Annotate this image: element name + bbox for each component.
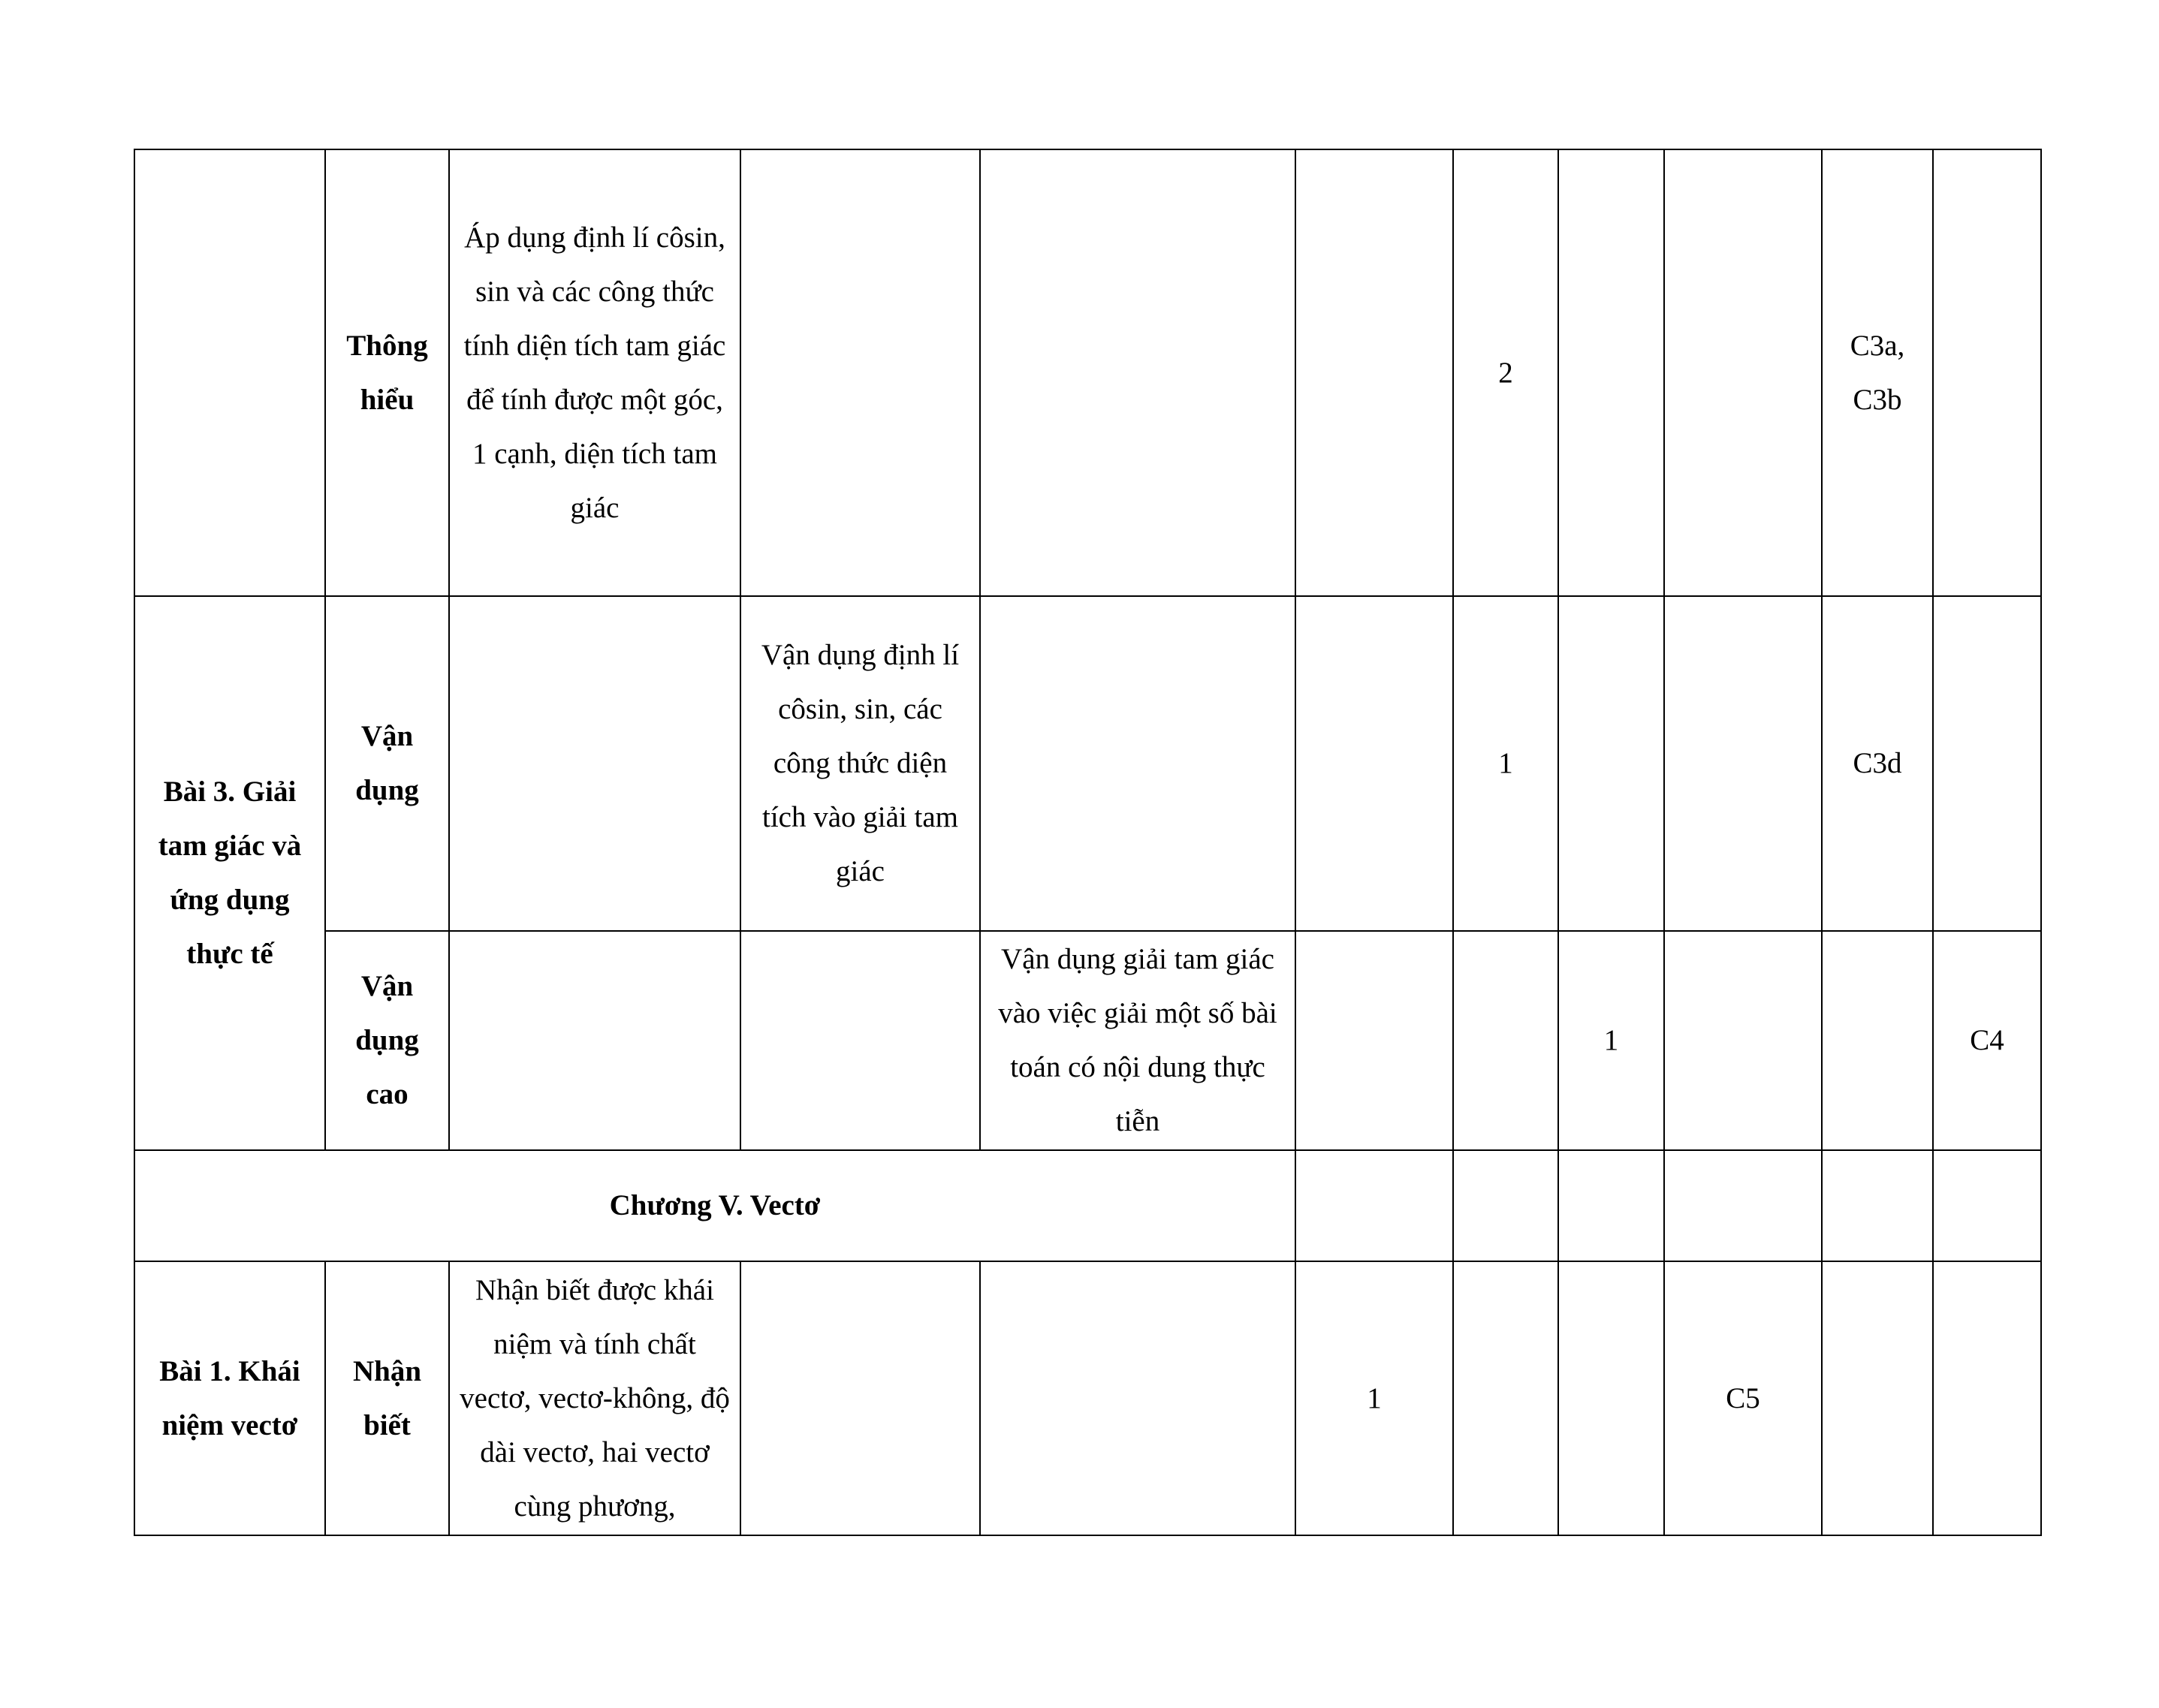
- questions-nhan-biet-cell: [1664, 1150, 1822, 1261]
- level-cell: Thông hiểu: [325, 149, 449, 596]
- count-thong-hieu-cell: [1453, 1261, 1558, 1535]
- thong-hieu-description-cell: [449, 596, 740, 931]
- van-dung-description-cell: [740, 931, 980, 1150]
- questions-van-dung-cell: [1933, 1261, 2041, 1535]
- table-row: [134, 931, 2041, 1150]
- van-dung-cao-description-cell: [980, 149, 1295, 596]
- questions-nhan-biet-cell: [1664, 596, 1822, 931]
- lesson-cell: Bài 3. Giải tam giác và ứng dụng thực tế: [134, 596, 325, 1150]
- questions-van-dung-cell: [1933, 596, 2041, 931]
- questions-van-dung-cell: [1933, 1150, 2041, 1261]
- count-van-dung-cell: 1: [1558, 931, 1664, 1150]
- lesson-cell: Bài 1. Khái niệm vectơ: [134, 1261, 325, 1535]
- questions-thong-hieu-cell: [1822, 1150, 1933, 1261]
- questions-thong-hieu-cell: C3a, C3b: [1822, 149, 1933, 596]
- questions-thong-hieu-cell: [1822, 931, 1933, 1150]
- count-van-dung-cell: [1558, 1150, 1664, 1261]
- table-row: [134, 1261, 2041, 1535]
- count-van-dung-cell: [1558, 149, 1664, 596]
- questions-nhan-biet-cell: [1664, 931, 1822, 1150]
- van-dung-description-cell: Vận dụng định lí côsin, sin, các công thức diện tích vào giải tam giác: [740, 596, 980, 931]
- count-thong-hieu-cell: [1453, 1150, 1558, 1261]
- questions-nhan-biet-cell: C5: [1664, 1261, 1822, 1535]
- count-nhan-biet-cell: [1295, 1150, 1453, 1261]
- van-dung-cao-description-cell: [980, 596, 1295, 931]
- van-dung-description-cell: [740, 149, 980, 596]
- count-thong-hieu-cell: 2: [1453, 149, 1558, 596]
- lesson-cell: [134, 149, 325, 596]
- table-row: [134, 1150, 2041, 1261]
- count-nhan-biet-cell: [1295, 149, 1453, 596]
- count-nhan-biet-cell: [1295, 596, 1453, 931]
- table-row: [134, 596, 2041, 931]
- level-cell: Vận dụng cao: [325, 931, 449, 1150]
- table-row: [134, 149, 2041, 596]
- count-van-dung-cell: [1558, 596, 1664, 931]
- thong-hieu-description-cell: Áp dụng định lí côsin, sin và các công thức tính diện tích tam giác để tính được một góc, 1 cạnh, diện tích tam giác: [449, 149, 740, 596]
- level-cell: Nhận biết: [325, 1261, 449, 1535]
- count-nhan-biet-cell: 1: [1295, 1261, 1453, 1535]
- questions-nhan-biet-cell: [1664, 149, 1822, 596]
- thong-hieu-description-cell: [449, 931, 740, 1150]
- count-van-dung-cell: [1558, 1261, 1664, 1535]
- van-dung-cao-description-cell: Vận dụng giải tam giác vào việc giải một số bài toán có nội dung thực tiễn: [980, 931, 1295, 1150]
- van-dung-description-cell: [740, 1261, 980, 1535]
- level-cell: Vận dụng: [325, 596, 449, 931]
- count-thong-hieu-cell: 1: [1453, 596, 1558, 931]
- nhan-biet-description-cell: Nhận biết được khái niệm và tính chất vectơ, vectơ-không, độ dài vectơ, hai vectơ cùng phương,: [449, 1261, 740, 1535]
- count-thong-hieu-cell: [1453, 931, 1558, 1150]
- questions-van-dung-cell: C4: [1933, 931, 2041, 1150]
- specification-matrix-table: [134, 149, 2042, 1536]
- questions-van-dung-cell: [1933, 149, 2041, 596]
- van-dung-cao-description-cell: [980, 1261, 1295, 1535]
- count-nhan-biet-cell: [1295, 931, 1453, 1150]
- chapter-heading-cell: Chương V. Vectơ: [134, 1150, 1295, 1261]
- questions-thong-hieu-cell: C3d: [1822, 596, 1933, 931]
- questions-thong-hieu-cell: [1822, 1261, 1933, 1535]
